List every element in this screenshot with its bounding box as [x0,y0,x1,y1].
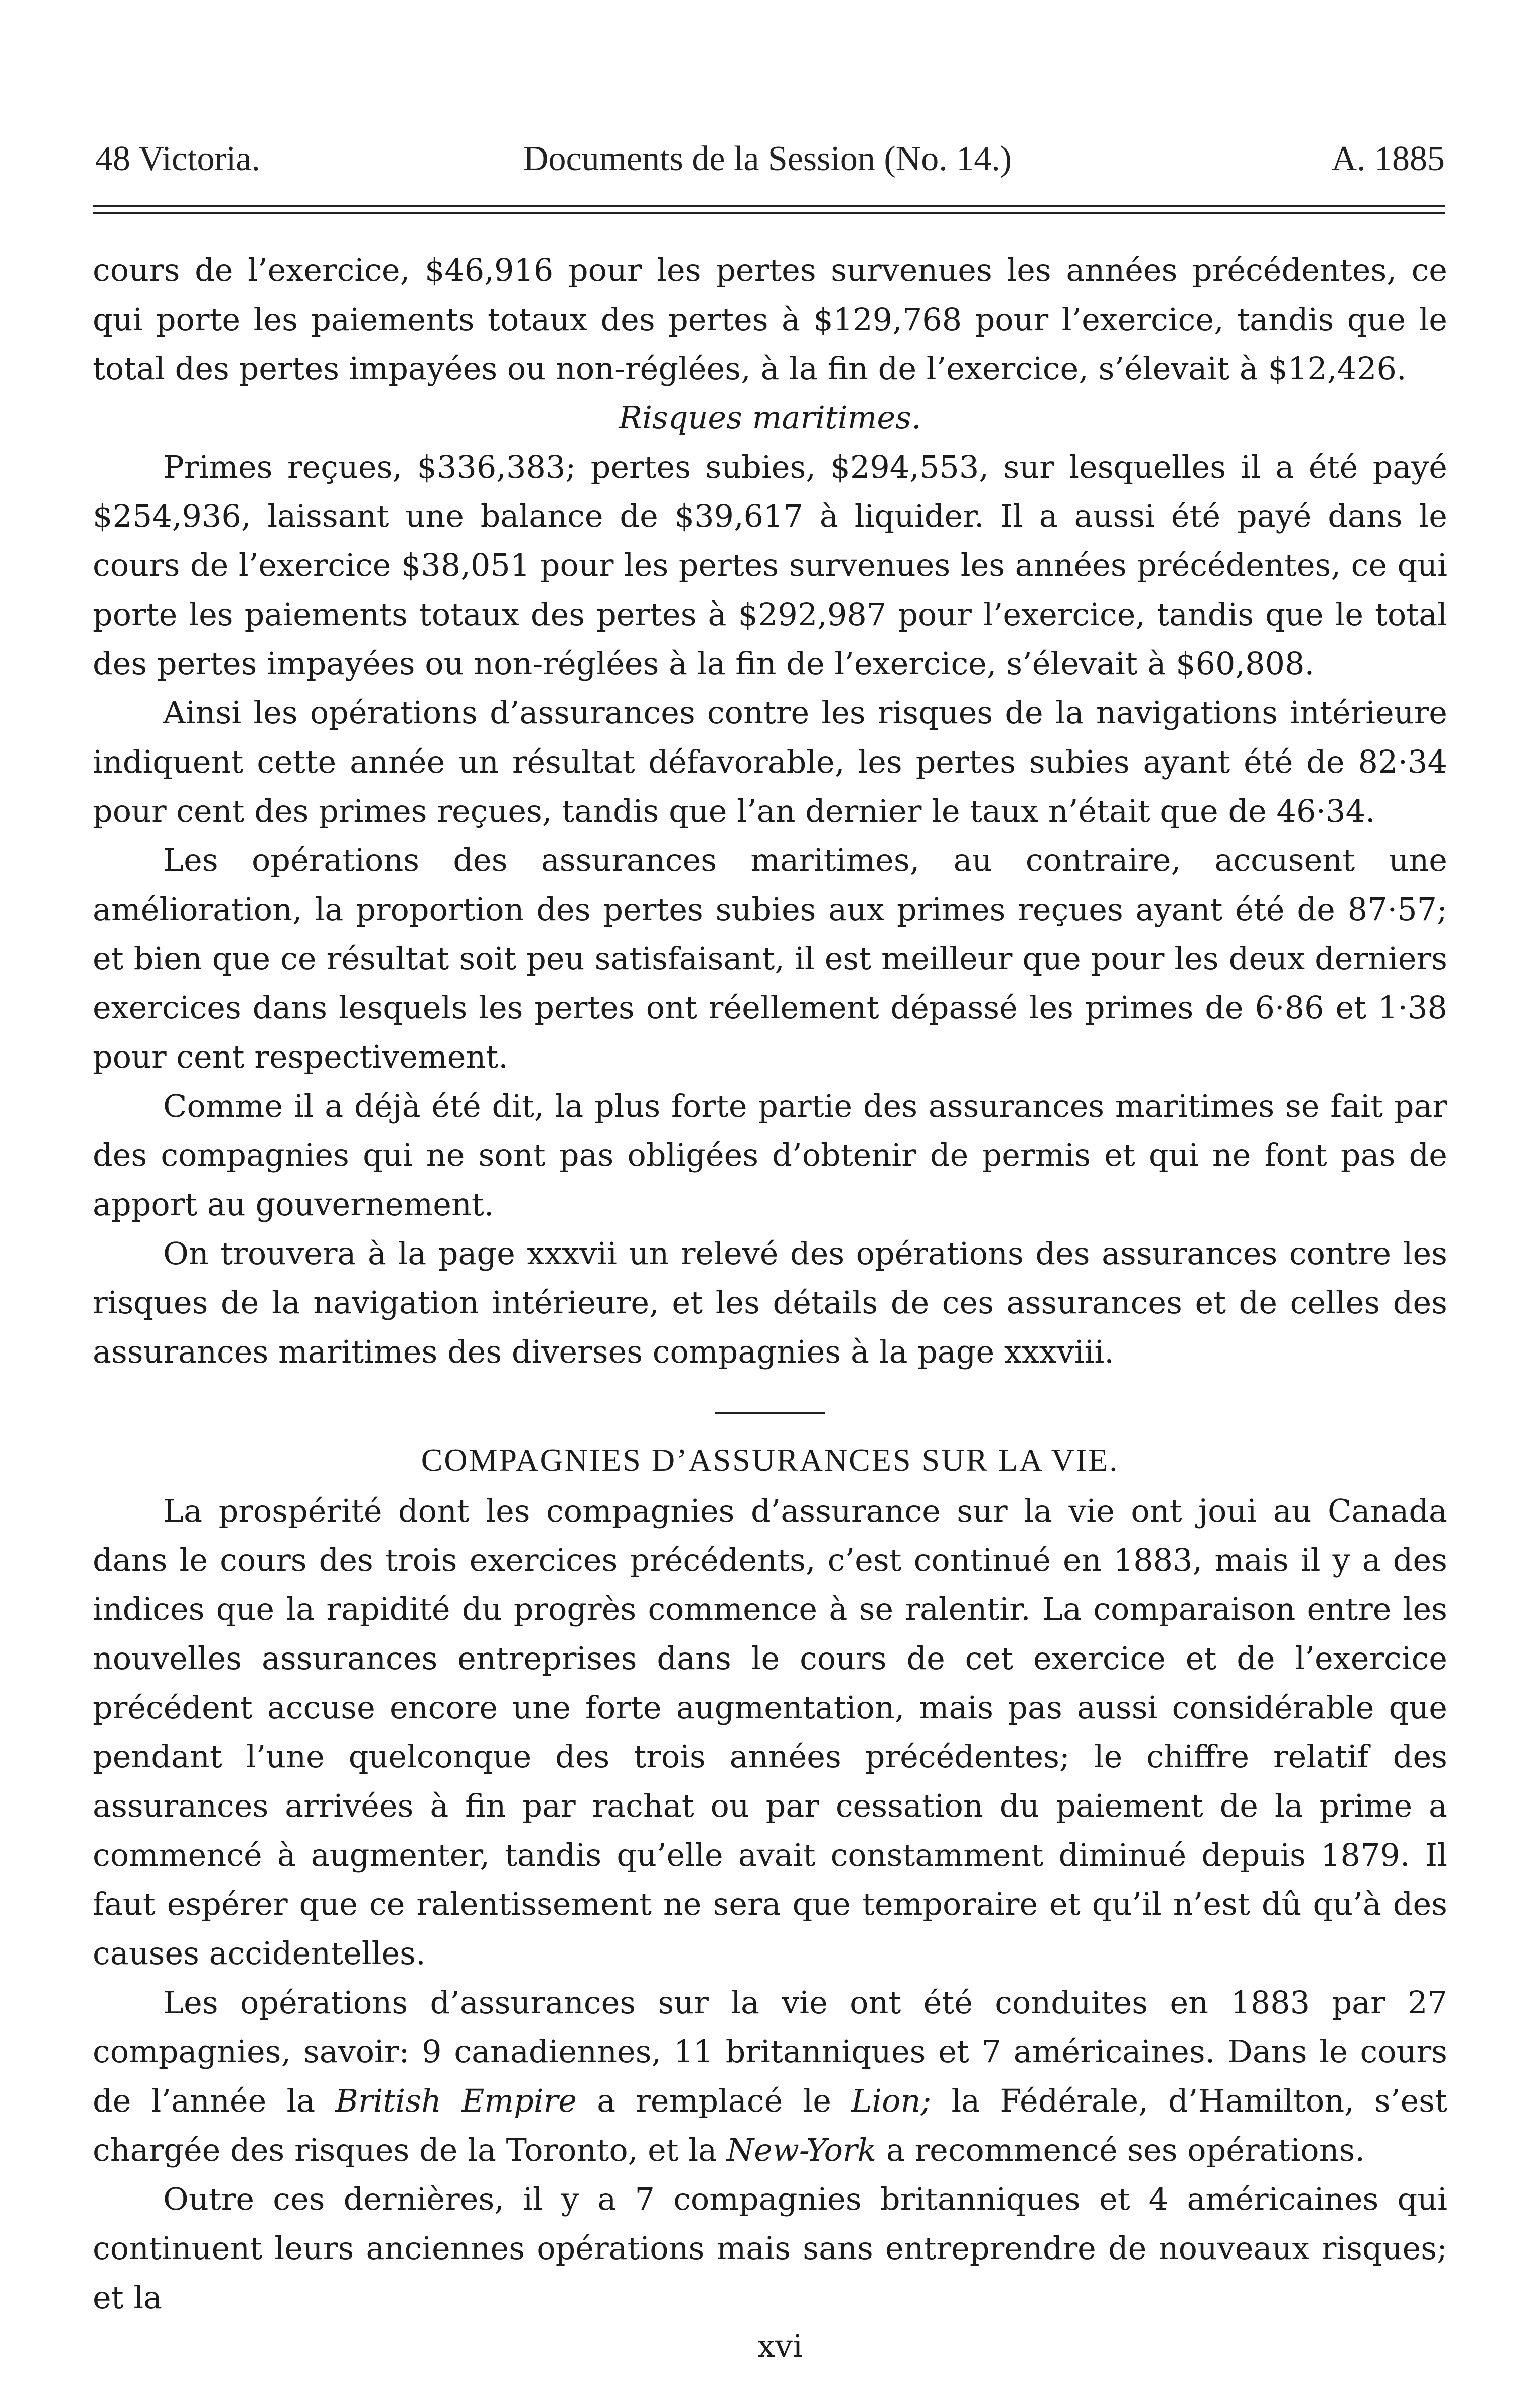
text-run: a recommencé ses opérations. [876,2132,1365,2168]
running-header [95,131,1445,187]
paragraph-prosperite: La prospérité dont les compagnies d’assurance sur la vie ont joui au Canada dans le cours des trois exercices précédents, c’est continué en 1883, mais il y a des indices que la rapidité du progrès commence à se ralentir. La comparaison entre les nouvelles assurances entreprises dans le cours de cet exercice et de l’exercice précédent accuse encore une forte augmentation, mais pas aussi considérable que pendant l’une quelconque des trois années précédentes; le chiffre relatif des assurances arrivées à fin par rachat ou par cessation du paiement de la prime a commencé à augmenter, tandis qu’elle avait constamment diminué depuis 1879. Il faut espérer que ce ralentissement ne sera que temporaire et qu’il n’est dû qu’à des causes accidentelles. [93,1492,1447,1972]
text-run: Les opérations d’assurances sur la vie ont été conduites en 1883 par 27 compagnies, savoir: 9 canadiennes, 11 britanniques et 7 américaines. Dans le cours de l’année la [93,1984,1447,2119]
text-run: la Fédérale, d’Hamilton, s’est chargée des risques de la Toronto, et la [93,2082,1447,2168]
company-name-british-empire: British Empire [335,2082,577,2119]
paragraph-operations [93,1978,1447,2175]
subheading-risques-maritimes: Risques maritimes. [619,399,921,436]
header-right: A. 1885 [1331,139,1445,178]
paragraph-releve: On trouvera à la page xxxvii un relevé des opérations des assurances contre les risques de la navigation intérieure, et les détails de ces assurances et de celles des assurances maritimes des diverses compagnies à la page xxxviii. [93,1235,1447,1370]
company-name-new-york: New-York [726,2132,877,2168]
header-left: 48 Victoria. [95,139,260,178]
text-run: a remplacé le [577,2082,852,2119]
header-title: Documents de la Session (No. 14.) [523,139,1012,178]
section-divider [715,1412,825,1414]
paragraph-primes: Primes reçues, $336,383; pertes subies, $294,553, sur lesquelles il a été payé $254,936, laissant une balance de $39,617 à liquider. Il a aussi été payé dans le cours de l’exercice $38,051 pour les pertes survenues les années précédentes, ce qui porte les paiements totaux des pertes à $292,987 pour l’exercice, tandis que le total des pertes impayées ou non-réglées à la fin de l’exercice, s’élevait à $60,808. [93,448,1447,682]
body-text [93,246,1447,2322]
paragraph-maritimes: Les opérations des assurances maritimes, au contraire, accusent une amélioration, la proportion des pertes subies aux primes reçues ayant été de 87·57; et bien que ce résultat soit peu satisfaisant, il est meilleur que pour les deux derniers exercices dans lesquels les pertes ont réellement dépassé les primes de 6·86 et 1·38 pour cent respectivement. [93,842,1447,1075]
paragraph-navigation: Ainsi les opérations d’assurances contre les risques de la navigations intérieure indiquent cette année un résultat défavorable, les pertes subies ayant été de 82·34 pour cent des primes reçues, tandis que l’an dernier le taux n’était que de 46·34. [93,694,1447,829]
header-rule-bottom [93,212,1445,214]
page-number: xvi [757,2328,803,2364]
company-name-lion: Lion; [851,2082,932,2119]
header-rule-top [93,205,1445,207]
section-title: COMPAGNIES D’ASSURANCES SUR LA VIE. [421,1442,1119,1478]
paragraph-continuation: cours de l’exercice, $46,916 pour les pertes survenues les années précédentes, ce qui porte les paiements totaux des pertes à $129,768 pour l’exercice, tandis que le total des pertes impayées ou non-réglées, à la fin de l’exercice, s’élevait à $12,426. [93,252,1447,387]
paragraph-permis: Comme il a déjà été dit, la plus forte partie des assurances maritimes se fait par des compagnies qui ne sont pas obligées d’obtenir de permis et qui ne font pas de apport au gouvernement. [93,1088,1447,1223]
paragraph-outre: Outre ces dernières, il y a 7 compagnies britanniques et 4 américaines qui continuent leurs anciennes opérations mais sans entreprendre de nouveaux risques; et la [93,2181,1447,2316]
